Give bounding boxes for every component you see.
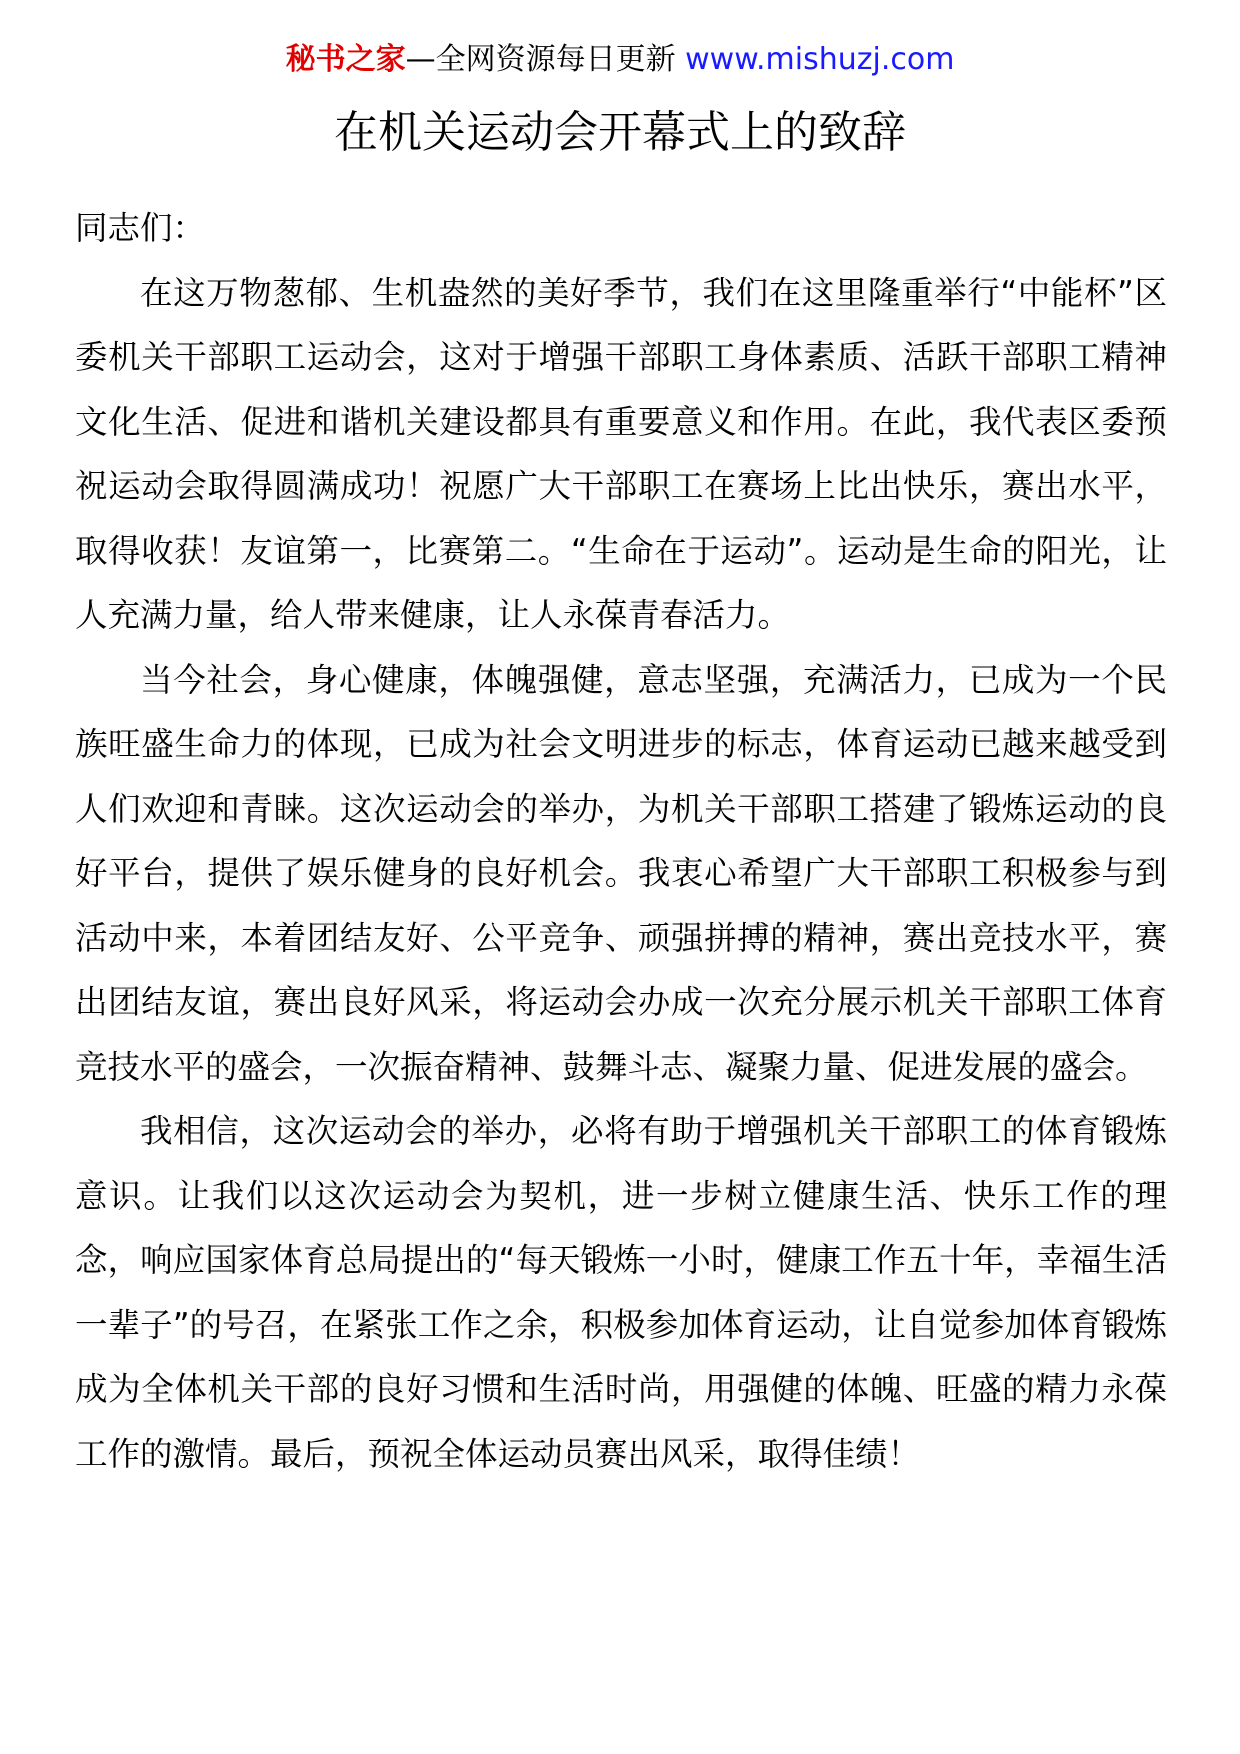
site-url-link[interactable]: www.mishuzj.com [685, 42, 955, 77]
site-header [0, 40, 1240, 80]
document-title: 在机关运动会开幕式上的致辞 [334, 107, 906, 158]
site-brand: 秘书之家 [285, 42, 406, 77]
document-body [75, 196, 1167, 1486]
site-tagline: —全网资源每日更新 [405, 42, 686, 77]
salutation: 同志们： [75, 209, 206, 247]
paragraph-1: 在这万物葱郁、生机盎然的美好季节，我们在这里隆重举行“中能杯”区委机关干部职工运动会，这对于增强干部职工身体素质、活跃干部职工精神文化生活、促进和谐机关建设都具有重要意义和作用。在此，我代表区委预祝运动会取得圆满成功！祝愿广大干部职工在赛场上比出快乐，赛出水平，取得收获！友谊第一，比赛第二。“生命在于运动”。运动是生命的阳光，让人充满力量，给人带来健康，让人永葆青春活力。 [75, 273, 1167, 634]
paragraph-3: 我相信，这次运动会的举办，必将有助于增强机关干部职工的体育锻炼意识。让我们以这次运动会为契机，进一步树立健康生活、快乐工作的理念，响应国家体育总局提出的“每天锻炼一小时，健康工作五十年，幸福生活一辈子”的号召，在紧张工作之余，积极参加体育运动，让自觉参加体育锻炼成为全体机关干部的良好习惯和生活时尚，用强健的体魄、旺盛的精力永葆工作的激情。最后，预祝全体运动员赛出风采，取得佳绩！ [75, 1112, 1167, 1473]
paragraph-2: 当今社会，身心健康，体魄强健，意志坚强，充满活力，已成为一个民族旺盛生命力的体现，已成为社会文明进步的标志，体育运动已越来越受到人们欢迎和青睐。这次运动会的举办，为机关干部职工搭建了锻炼运动的良好平台，提供了娱乐健身的良好机会。我衷心希望广大干部职工积极参与到活动中来，本着团结友好、公平竞争、顽强拼搏的精神，赛出竞技水平，赛出团结友谊，赛出良好风采，将运动会办成一次充分展示机关干部职工体育竞技水平的盛会，一次振奋精神、鼓舞斗志、凝聚力量、促进发展的盛会。 [75, 660, 1167, 1086]
